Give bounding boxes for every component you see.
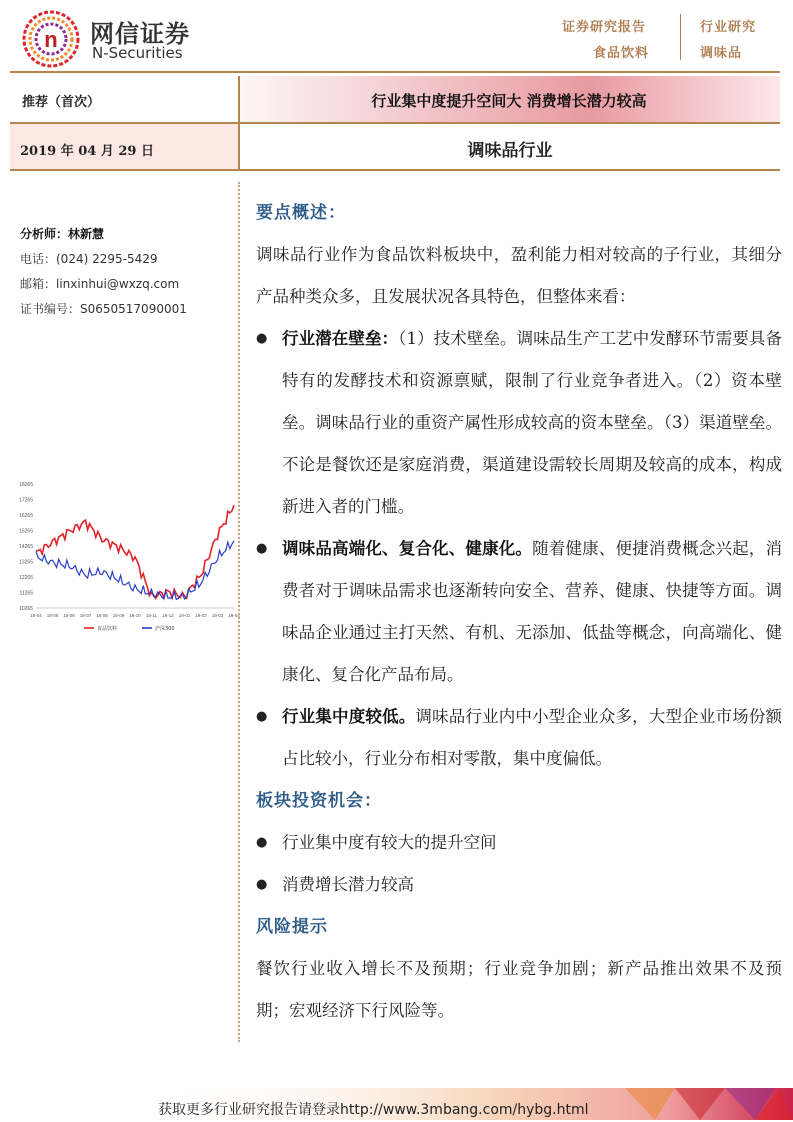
x-tick-label: 18-04 — [30, 613, 42, 618]
bullet-head: 行业潜在壁垒： — [282, 329, 399, 348]
y-tick-label: 13265 — [19, 559, 33, 566]
rule — [10, 169, 780, 171]
section-title-risk: 风险提示 — [256, 917, 328, 937]
analyst-info — [20, 222, 187, 322]
bullet-icon: ● — [256, 331, 268, 346]
bullet-icon: ● — [256, 709, 268, 724]
x-tick-label: 18-06 — [63, 613, 75, 618]
column-divider — [238, 182, 240, 1042]
bullet-text: （1）技术壁垒。调味品生产工艺中发酵环节需要具备特有的发酵技术和资源禀赋，限制了行业竞争者进入。（2）资本壁垒。调味品行业的重资产属性形成较高的资本壁垒。（3）渠道壁垒。不论是餐饮还是家庭消费，渠道建设需较长周期及较高的成本，构成新进入者的门槛。 — [282, 329, 783, 516]
price-trend-chart — [6, 478, 240, 640]
y-tick-label: 18265 — [19, 482, 33, 488]
analyst-name: 分析师：林新慧 — [20, 227, 105, 241]
x-tick-label: 19-02 — [195, 613, 207, 618]
bullet-icon: ● — [256, 877, 268, 892]
main-content — [256, 192, 782, 1032]
analyst-email[interactable]: 邮箱：linxinhui@wxzq.com — [20, 277, 180, 291]
report-title: 行业集中度提升空间大 消费增长潜力较高 — [371, 92, 647, 110]
tag-sector: 食品饮料 — [593, 46, 650, 61]
footer-link[interactable]: 获取更多行业研究报告请登录http://www.3mbang.com/hybg.html — [158, 1102, 589, 1118]
industry-title: 调味品行业 — [467, 141, 553, 161]
analyst-phone: 电话：(024) 2295-5429 — [20, 252, 158, 266]
x-tick-label: 19-03 — [211, 613, 224, 618]
svg-text:n: n — [44, 27, 58, 52]
bullet-concentration — [256, 696, 782, 780]
header-divider — [680, 14, 681, 60]
tag-industry: 行业研究 — [700, 20, 757, 35]
y-tick-label: 16265 — [19, 513, 33, 519]
brand-name-en: N-Securities — [92, 44, 183, 62]
y-tick-label: 12265 — [19, 575, 33, 581]
x-tick-label: 18-11 — [145, 613, 158, 618]
x-tick-label: 18-07 — [79, 613, 92, 618]
date-row — [10, 124, 780, 169]
bullet-head: 行业集中度较低。 — [282, 707, 416, 726]
risk-paragraph: 餐饮行业收入增长不及预期；行业竞争加剧；新产品推出效果不及预期；宏观经济下行风险等。 — [256, 959, 782, 1020]
analyst-cert: 证书编号：S0650517090001 — [20, 302, 187, 316]
report-date: 2019 年 04 月 29 日 — [20, 144, 154, 159]
brand-name-cn: 网信证券 — [90, 20, 190, 48]
rating-row — [10, 76, 780, 122]
bullet-head: 调味品高端化、复合化、健康化。 — [282, 539, 533, 558]
y-tick-label: 10265 — [19, 606, 33, 612]
x-tick-label: 18-05 — [46, 613, 59, 618]
x-tick-label: 18-08 — [96, 613, 108, 618]
bullet-trends — [256, 528, 782, 696]
y-tick-label: 11265 — [19, 590, 33, 597]
bullet-text: 随着健康、便捷消费概念兴起，消费者对于调味品需求也逐渐转向安全、营养、健康、快捷等方面。调味品企业通过主打天然、有机、无添加、低盐等概念，向高端化、健康化、复合化产品布局。 — [282, 539, 783, 684]
opportunity-item: ● 行业集中度有较大的提升空间 — [256, 822, 782, 864]
x-tick-label: 18-09 — [112, 613, 125, 618]
bullet-icon: ● — [256, 541, 268, 556]
bullet-barriers — [256, 318, 782, 528]
y-tick-label: 14265 — [19, 544, 33, 550]
x-tick-label: 18-10 — [129, 613, 141, 618]
y-tick-label: 17265 — [19, 497, 33, 504]
section-title-opportunity: 板块投资机会： — [256, 791, 382, 811]
bullet-icon: ● — [256, 835, 268, 850]
rating-label: 推荐（首次） — [22, 95, 101, 110]
legend-label: 食品饮料 — [97, 626, 118, 632]
tag-report: 证券研究报告 — [562, 20, 647, 35]
header-rule — [10, 71, 780, 73]
x-tick-label: 19-04 — [228, 613, 240, 618]
opportunity-item: ● 消费增长潜力较高 — [256, 864, 782, 906]
x-tick-label: 18-12 — [162, 613, 174, 618]
tag-subsector: 调味品 — [700, 46, 743, 61]
x-tick-label: 19-01 — [178, 613, 191, 618]
legend-label: 沪深300 — [155, 626, 175, 632]
bullet-text: 调味品行业内中小型企业众多，大型企业市场份额占比较小，行业分布相对零散，集中度偏低。 — [282, 707, 783, 768]
n-securities-logo-icon — [22, 10, 80, 68]
y-tick-label: 15265 — [19, 528, 33, 535]
section-title-summary: 要点概述： — [256, 203, 346, 223]
intro-paragraph: 调味品行业作为食品饮料板块中，盈利能力相对较高的子行业，其细分产品种类众多，且发展状况各具特色，但整体来看： — [256, 245, 782, 306]
